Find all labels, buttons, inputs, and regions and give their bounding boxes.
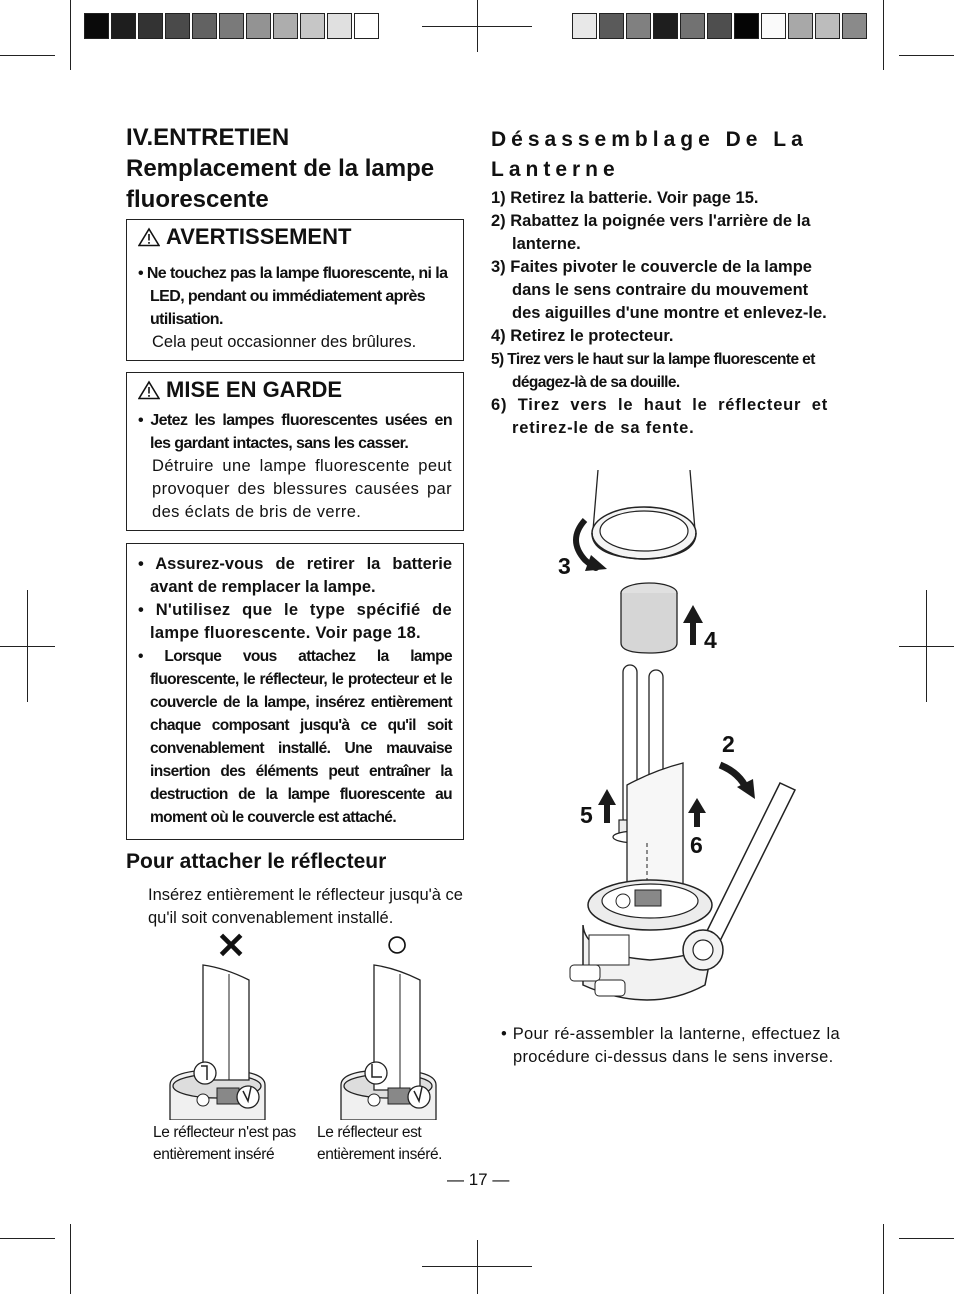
disassembly-heading: Désassemblage De La Lanterne xyxy=(491,128,808,181)
caution-bullet: • Jetez les lampes fluorescentes usées en les gardant intactes, sans les casser. xyxy=(138,412,452,452)
diagram-label-2: 2 xyxy=(722,731,735,757)
crop-mark xyxy=(0,1238,55,1239)
crop-mark xyxy=(422,1266,532,1267)
caution-box xyxy=(126,372,464,531)
crop-mark xyxy=(899,1238,954,1239)
reflector-right-illustration xyxy=(336,960,441,1120)
crop-mark xyxy=(70,0,71,70)
lantern-exploded-diagram xyxy=(555,465,805,1025)
crop-mark xyxy=(422,26,532,27)
caption-wrong: Le réflecteur n'est pas entièrement inséré xyxy=(153,1124,296,1163)
reflector-heading: Pour attacher le réflecteur xyxy=(126,850,387,873)
note-item: • Assurez-vous de retirer la batterie avant de remplacer la lampe. xyxy=(138,555,452,596)
crop-mark xyxy=(477,1240,478,1294)
step-item: 6) Tirez vers le haut le réflecteur et retirez-le de sa fente. xyxy=(491,396,828,437)
reassemble-note: • Pour ré-assembler la lanterne, effectuez la procédure ci-dessus dans le sens inverse. xyxy=(501,1025,840,1066)
crop-mark xyxy=(883,1224,884,1294)
note-item: • Lorsque vous attachez la lampe fluorescente, le réflecteur, le protecteur et le couvercle de la lampe, insérez entièrement chaque composant jusqu'à ce qu'il soit convenablement installé. Une mauvaise insertion des éléments peut entraîner la destruction de la lampe fluorescente au moment où le couvercle est attaché. xyxy=(138,648,452,826)
diagram-label-5: 5 xyxy=(580,802,593,828)
notes-box xyxy=(126,543,464,840)
reflector-wrong-illustration xyxy=(165,960,270,1120)
warning-triangle-icon xyxy=(138,227,160,247)
warning-triangle-icon xyxy=(138,380,160,400)
caution-heading: MISE EN GARDE xyxy=(138,377,452,403)
diagram-label-3: 3 xyxy=(558,553,571,579)
warning-note: Cela peut occasionner des brûlures. xyxy=(152,333,417,351)
crop-mark xyxy=(70,1224,71,1294)
note-item: • N'utilisez que le type spécifié de lampe fluorescente. Voir page 18. xyxy=(138,601,452,642)
wrong-mark: ✕ xyxy=(216,925,247,966)
crop-mark xyxy=(883,0,884,70)
page-number: — 17 — xyxy=(447,1170,510,1189)
diagram-label-6: 6 xyxy=(690,832,703,858)
step-item: 4) Retirez le protecteur. xyxy=(491,327,674,345)
crop-mark xyxy=(899,55,954,56)
step-item: 5) Tirez vers le haut sur la lampe fluorescente et dégagez-là de sa douille. xyxy=(491,351,815,391)
reflector-text: Insérez entièrement le réflecteur jusqu'à ce qu'il soit convenablement installé. xyxy=(148,886,463,927)
step-item: 2) Rabattez la poignée vers l'arrière de la lanterne. xyxy=(491,212,811,253)
crop-mark xyxy=(899,646,954,647)
disassembly-steps xyxy=(491,187,828,440)
step-item: 3) Faites pivoter le couvercle de la lampe dans le sens contraire du mouvement des aiguilles d'une montre et enlevez-le. xyxy=(491,258,827,322)
warning-heading: AVERTISSEMENT xyxy=(138,224,452,250)
right-mark: ○ xyxy=(385,922,410,966)
warning-box xyxy=(126,219,464,361)
diagram-label-4: 4 xyxy=(704,627,717,653)
crop-mark xyxy=(0,55,55,56)
caption-right: Le réflecteur est entièrement inséré. xyxy=(317,1124,443,1163)
caution-note: Détruire une lampe fluorescente peut provoquer des blessures causées par des éclats de bris de verre. xyxy=(152,457,452,521)
step-item: 1) Retirez la batterie. Voir page 15. xyxy=(491,189,759,207)
warning-bullet: • Ne touchez pas la lampe fluorescente, ni la LED, pendant ou immédiatement après utilisation. xyxy=(138,265,448,328)
crop-mark xyxy=(0,646,55,647)
page-title: IV.ENTRETIEN Remplacement de la lampe fluorescente xyxy=(126,124,435,213)
